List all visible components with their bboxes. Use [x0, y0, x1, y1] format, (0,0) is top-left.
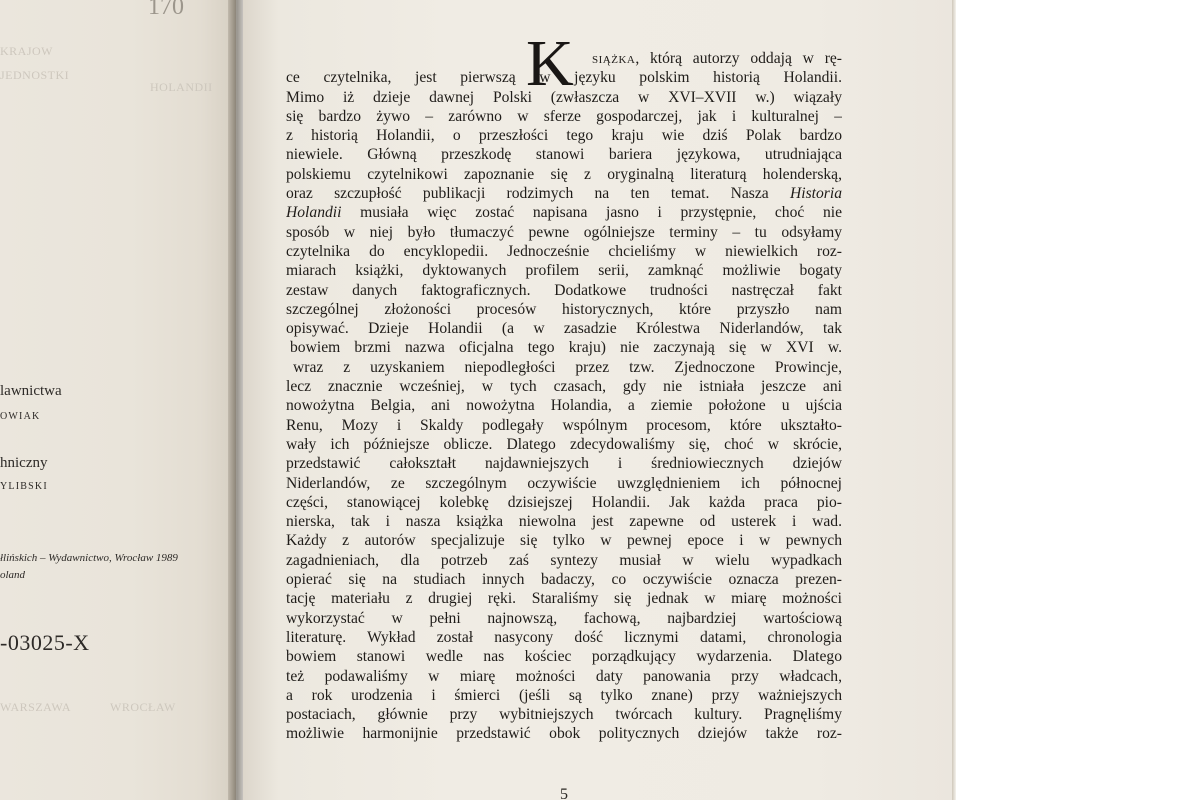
text-line: możliwie harmonijnie przedstawić obok politycznych dziejów także roz- — [286, 725, 842, 743]
text-line: się bardzo żywo – zarówno w sferze gospodarczej, jak i kulturalnej – — [286, 107, 842, 125]
text-line: Mimo iż dzieje dawnej Polski (zwłaszcza w XVI–XVII w.) wiązały — [286, 88, 842, 106]
text-line: bowiem brzmi nazwa oficjalna tego kraju) nie zaczynają się w XVI w. — [290, 339, 842, 357]
text-line: ce czytelnika, jest pierwszą w języku polskim historią Holandii. — [286, 69, 842, 87]
text-line — [286, 184, 842, 203]
text-line: nierska, tak i nasza książka niewolna jest zapewne od usterek i wad. — [286, 513, 842, 531]
small-caps-word: siążka — [592, 50, 636, 67]
imprint-line: oland — [0, 569, 26, 581]
text-line: lecz znacznie wcześniej, w tych czasach, gdy nie istniała jeszcze ani — [286, 378, 842, 396]
text-line: czytelnika do encyklopedii. Jednocześnie chcieliśmy w niewielkich roz- — [286, 242, 842, 260]
text-line: opierać się na studiach innych badaczy, co oczywiście oznacza prezen- — [286, 571, 842, 589]
text-line-rest: , którą autorzy oddają w rę- — [635, 50, 842, 67]
show-through-text: WROCŁAW — [110, 700, 176, 714]
show-through-text: JEDNOSTKI — [0, 68, 70, 82]
text-line: Każdy z autorów specjalizuje się tylko w pewnej epoce i w pewnych — [286, 532, 842, 550]
text-line: postaciach, głównie przy wybitniejszych twórcach kultury. Pragnęliśmy — [286, 706, 842, 724]
imprint-line: lawnictwa — [0, 383, 62, 399]
text-segment: oraz szczupłość publikacji rodzimych na ten temat. Nasza — [286, 185, 769, 203]
text-line: szczególnej złożoności procesów historycznych, które przyszło nam — [286, 300, 842, 318]
text-line: z historią Holandii, o przeszłości tego kraju wie dziś Polak bardzo — [286, 127, 842, 145]
drop-cap: K — [526, 27, 574, 100]
text-line: opisywać. Dzieje Holandii (a w zasadzie Królestwa Niderlandów, tak — [286, 320, 842, 338]
page-edge — [952, 0, 956, 800]
preface-text — [286, 27, 842, 744]
imprint-line: hniczny — [0, 455, 48, 471]
left-page-top-fragment: 170 — [148, 0, 184, 20]
show-through-text: WARSZAWA — [0, 700, 72, 714]
isbn-fragment: -03025-X — [0, 630, 90, 655]
text-line: sposób w niej było tłumaczyć pewne ogólniejsze terminy – tu odsyłamy — [286, 223, 842, 241]
imprint-line: YLIBSKI — [0, 481, 48, 492]
text-line: też podawaliśmy w miarę możności daty panowania przy władcach, — [286, 667, 842, 685]
italic-title: Holandii — [286, 204, 342, 222]
text-line: niewiele. Główną przeszkodę stanowi bariera językowa, utrudniająca — [286, 146, 842, 164]
show-through-text: HOLANDII — [150, 80, 213, 94]
text-line: miarach książki, dyktowanych profilem serii, zamknąć możliwie bogaty — [286, 262, 842, 280]
text-line: wykorzystać w pełni najnowszą, fachową, najbardziej wartościową — [286, 609, 842, 627]
show-through-text: KRAJOW — [0, 44, 53, 58]
italic-title: Historia — [790, 185, 842, 203]
imprint-line: łlińskich – Wydawnictwo, Wrocław 1989 — [0, 552, 178, 564]
text-line: wraz z uzyskaniem niepodległości przez tzw. Zjednoczone Prowincje, — [293, 358, 842, 376]
text-line — [286, 203, 842, 222]
text-line: literaturę. Wykład został nasycony dość licznymi datami, chronologia — [286, 628, 842, 646]
text-segment: musiała więc zostać napisana jasno i przystępnie, choć nie — [360, 204, 842, 222]
text-line: nowożytna Belgia, ani nowożytna Holandia, a ziemie położone u ujścia — [286, 397, 842, 415]
text-line: wały ich późniejsze oblicze. Dlatego zdecydowaliśmy się, choć w skrócie, — [286, 435, 842, 453]
left-page — [0, 0, 236, 800]
text-line: zagadnieniach, dla potrzeb zaś syntezy musiał w wielu wypadkach — [286, 551, 842, 569]
text-line: tację materiału z drugiej ręki. Staraliśmy się jednak w miarę możności — [286, 590, 842, 608]
page-number: 5 — [560, 786, 568, 800]
imprint-line: OWIAK — [0, 411, 41, 422]
text-line: przedstawić całokształt najdawniejszych i średniowiecznych dziejów — [286, 455, 842, 473]
text-line: zestaw danych faktograficznych. Dodatkowe trudności nastręczał fakt — [286, 281, 842, 299]
text-line: Niderlandów, ze szczególnym oczywiście uwzględnieniem ich północnej — [286, 474, 842, 492]
text-line: części, stanowiącej kolebkę dzisiejszej Holandii. Jak każda praca pio- — [286, 493, 842, 511]
text-line: bowiem stanowi wedle nas kościec porządkujący wydarzenia. Dlatego — [286, 648, 842, 666]
text-line: a rok urodzenia i śmierci (jeśli są tylko znane) przy ważniejszych — [286, 686, 842, 704]
text-line: Renu, Mozy i Skaldy podlegały wspólnym procesom, które ukształto- — [286, 416, 842, 434]
text-line: polskiemu czytelnikowi zapoznanie się z oryginalną literaturą holenderską, — [286, 165, 842, 183]
